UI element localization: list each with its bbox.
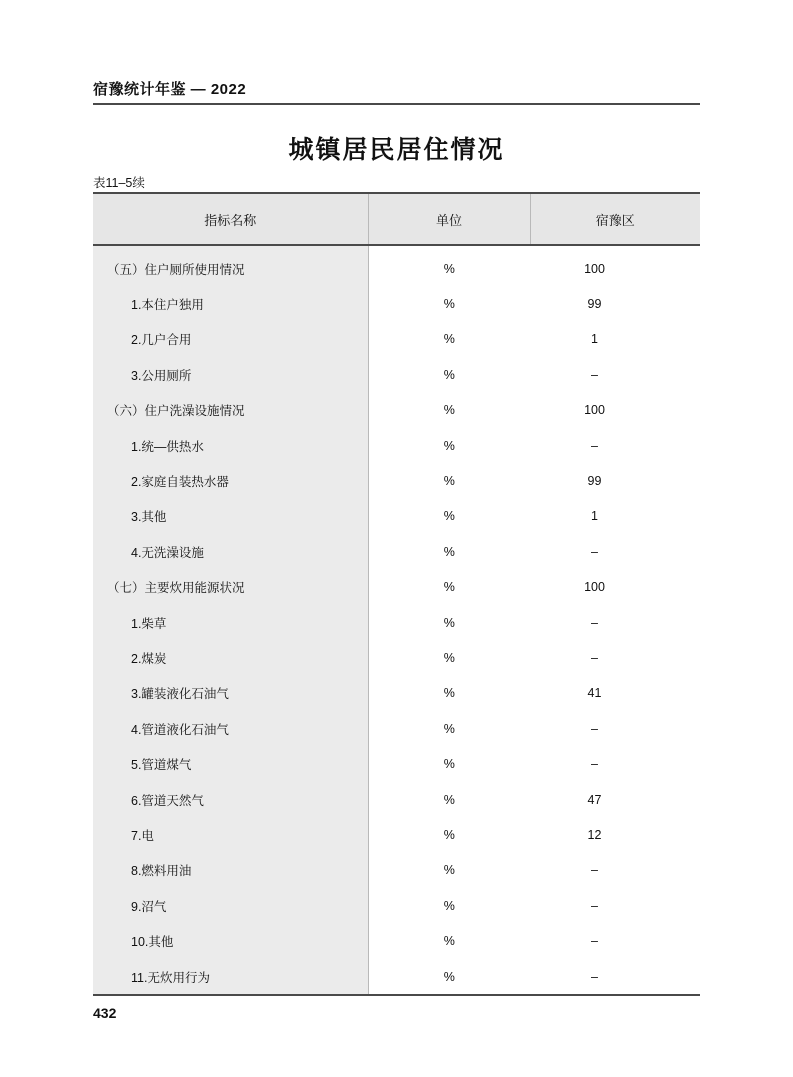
table-row	[93, 357, 700, 392]
row-unit: %	[368, 640, 530, 675]
row-indicator-name: 2.几户合用	[93, 322, 368, 357]
row-unit: %	[368, 463, 530, 498]
row-indicator-name: 1.统—供热水	[93, 428, 368, 463]
row-value: –	[530, 888, 700, 923]
row-unit: %	[368, 428, 530, 463]
table-row	[93, 245, 700, 286]
row-unit: %	[368, 711, 530, 746]
row-value: 12	[530, 817, 700, 852]
row-indicator-name: 2.煤炭	[93, 640, 368, 675]
table-row	[93, 853, 700, 888]
table-row	[93, 782, 700, 817]
table-row	[93, 640, 700, 675]
running-head: 宿豫统计年鉴 — 2022	[93, 81, 247, 98]
row-unit: %	[368, 570, 530, 605]
row-indicator-name: 4.无洗澡设施	[93, 534, 368, 569]
row-unit: %	[368, 286, 530, 321]
table-body	[93, 245, 700, 994]
row-indicator-name: 8.燃料用油	[93, 853, 368, 888]
row-indicator-name: 3.公用厕所	[93, 357, 368, 392]
row-value: 99	[530, 286, 700, 321]
row-value: 1	[530, 499, 700, 534]
table-row	[93, 676, 700, 711]
row-unit: %	[368, 322, 530, 357]
statistics-table-container	[93, 192, 700, 994]
row-indicator-name: 11.无炊用行为	[93, 959, 368, 994]
row-indicator-name: 10.其他	[93, 923, 368, 958]
table-row	[93, 923, 700, 958]
row-value: –	[530, 959, 700, 994]
row-value: –	[530, 923, 700, 958]
table-header	[93, 193, 700, 245]
column-header-unit: 单位	[368, 193, 530, 245]
row-value: –	[530, 534, 700, 569]
page-title: 城镇居民居住情况	[288, 136, 505, 164]
row-value: –	[530, 605, 700, 640]
row-indicator-name: 1.柴草	[93, 605, 368, 640]
row-unit: %	[368, 676, 530, 711]
row-unit: %	[368, 853, 530, 888]
row-indicator-name: 4.管道液化石油气	[93, 711, 368, 746]
table-row	[93, 428, 700, 463]
row-indicator-name: 2.家庭自装热水器	[93, 463, 368, 498]
row-value: –	[530, 640, 700, 675]
table-row	[93, 534, 700, 569]
row-value: 47	[530, 782, 700, 817]
row-value: –	[530, 711, 700, 746]
row-unit: %	[368, 817, 530, 852]
table-row	[93, 393, 700, 428]
table-row	[93, 499, 700, 534]
row-value: 41	[530, 676, 700, 711]
row-value: 100	[530, 570, 700, 605]
row-value: 99	[530, 463, 700, 498]
row-unit: %	[368, 499, 530, 534]
table-row	[93, 888, 700, 923]
row-unit: %	[368, 782, 530, 817]
row-indicator-name: 3.其他	[93, 499, 368, 534]
table-header-row	[93, 193, 700, 245]
table-row	[93, 711, 700, 746]
table-row	[93, 286, 700, 321]
row-unit: %	[368, 959, 530, 994]
row-value: –	[530, 853, 700, 888]
statistics-table	[93, 192, 700, 994]
row-value: –	[530, 357, 700, 392]
row-unit: %	[368, 746, 530, 781]
row-indicator-name: （七）主要炊用能源状况	[93, 570, 368, 605]
row-value: 100	[530, 245, 700, 286]
table-row	[93, 463, 700, 498]
row-indicator-name: 6.管道天然气	[93, 782, 368, 817]
column-header-indicator: 指标名称	[93, 193, 368, 245]
header-rule	[93, 103, 700, 105]
row-indicator-name: （六）住户洗澡设施情况	[93, 393, 368, 428]
row-indicator-name: 1.本住户独用	[93, 286, 368, 321]
table-row	[93, 605, 700, 640]
row-unit: %	[368, 923, 530, 958]
row-value: –	[530, 746, 700, 781]
table-row	[93, 959, 700, 994]
row-unit: %	[368, 245, 530, 286]
row-indicator-name: （五）住户厕所使用情况	[93, 245, 368, 286]
page-number: 432	[93, 1005, 117, 1021]
table-label: 表11–5续	[93, 176, 145, 190]
row-unit: %	[368, 605, 530, 640]
row-indicator-name: 7.电	[93, 817, 368, 852]
row-value: –	[530, 428, 700, 463]
table-row	[93, 817, 700, 852]
table-row	[93, 570, 700, 605]
table-row	[93, 322, 700, 357]
row-unit: %	[368, 393, 530, 428]
row-indicator-name: 3.罐装液化石油气	[93, 676, 368, 711]
row-value: 100	[530, 393, 700, 428]
row-unit: %	[368, 357, 530, 392]
table-bottom-rule	[93, 994, 700, 996]
row-unit: %	[368, 534, 530, 569]
row-indicator-name: 5.管道煤气	[93, 746, 368, 781]
table-row	[93, 746, 700, 781]
row-unit: %	[368, 888, 530, 923]
row-value: 1	[530, 322, 700, 357]
column-header-region: 宿豫区	[530, 193, 700, 245]
row-indicator-name: 9.沼气	[93, 888, 368, 923]
